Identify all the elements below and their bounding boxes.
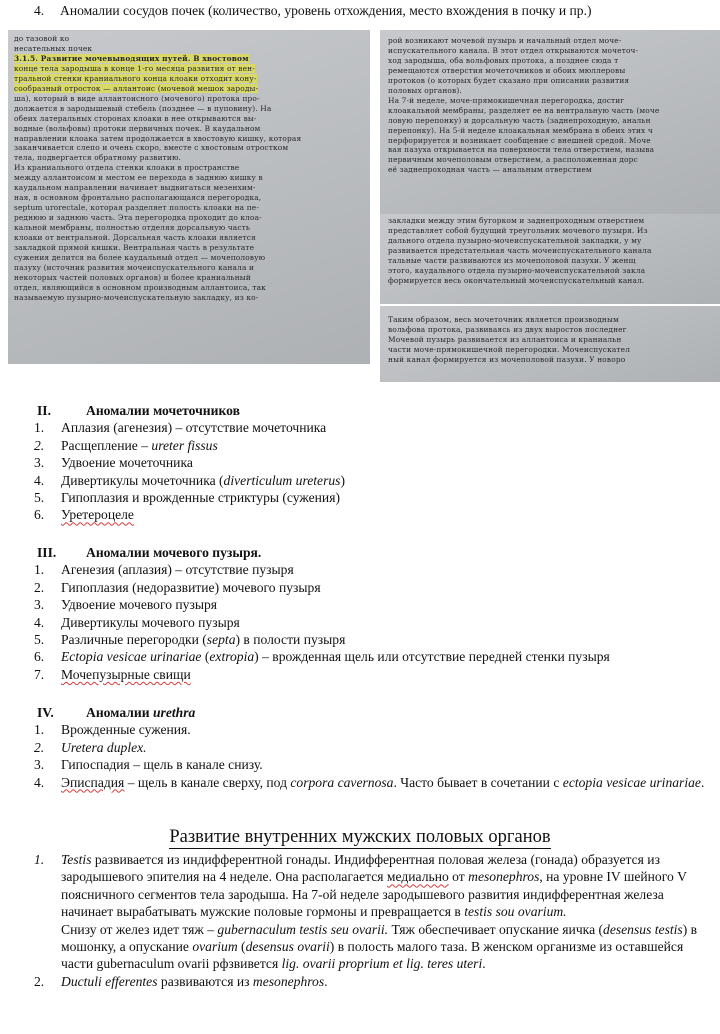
latin-term: lig. ovarii proprium et lig. teres uteri bbox=[281, 956, 483, 972]
scan-line: этого, каудального отдела пузырно-мочеиспускательной закла bbox=[388, 265, 646, 275]
scan-line: представляет собой будущий треугольник мочевого пузыря. Из bbox=[388, 225, 648, 235]
scan-line: дального отдела пузырно-мочеиспускательной закладки, у му bbox=[388, 235, 642, 245]
item-number: 4. bbox=[34, 774, 45, 790]
list-item bbox=[30, 579, 720, 596]
scan-line: до тазовой ко bbox=[14, 34, 70, 43]
scan-line-text: сообразный отросток — аллантоис (мочевой мешок зароды- bbox=[14, 83, 259, 93]
development-list bbox=[30, 851, 710, 990]
scan-line: 3.1.5. Развитие мочевыводящих путей. В хвостовом bbox=[14, 53, 249, 63]
item-text: Агенезия (аплазия) – отсутствие пузыря bbox=[61, 562, 294, 578]
scan-line bbox=[14, 64, 364, 74]
item-text: медиально bbox=[386, 869, 449, 885]
scan-heading-line bbox=[14, 54, 364, 64]
latin-term: mesonephros bbox=[468, 869, 540, 885]
item-number: 1. bbox=[34, 562, 45, 578]
scan-line: ная, в основном фронтально располагающаяся перегородка, bbox=[14, 193, 262, 203]
scan-line: вольфова протока, развиваясь из двух выростов последнег bbox=[388, 324, 627, 334]
list-item bbox=[30, 506, 720, 523]
section-title: Аномалии bbox=[86, 705, 153, 720]
item-text: ) в полость малого таза. В женском организме из оставшейся части gubernaculum ovarii рфзвивется bbox=[61, 939, 684, 972]
section-numeral: IV. bbox=[37, 705, 54, 720]
scan-line: между аллантоисом и местом ее перехода в заднюю кишку в bbox=[14, 173, 263, 183]
section-ureter-anomalies bbox=[30, 402, 720, 524]
textbook-scan-right-bottom bbox=[380, 306, 720, 382]
list-item bbox=[30, 756, 720, 773]
scan-line: первичным мочеполовым отверстием, а расположенная дорс bbox=[388, 155, 638, 165]
latin-term: gubernaculum testis seu ovarii. bbox=[217, 921, 389, 937]
anomaly-list bbox=[30, 721, 720, 791]
page-title-text: Развитие внутренних мужских половых органов bbox=[169, 827, 551, 847]
scan-line-text: тральной стенки краниального конца клоаки отходит кону- bbox=[14, 73, 257, 83]
section-heading bbox=[30, 402, 720, 419]
list-item bbox=[30, 419, 720, 436]
item-number: 5. bbox=[34, 490, 45, 506]
item-text: . bbox=[700, 774, 705, 790]
list-item bbox=[30, 454, 720, 471]
scan-line: клоаки от вентральной. Дорсальная часть клоаки является bbox=[14, 233, 256, 243]
scan-line: ный канал формируется из мочеполовой пазухи. У новоро bbox=[388, 354, 626, 364]
list-item bbox=[30, 472, 720, 489]
item-text: Врожденные сужения. bbox=[61, 722, 191, 738]
scan-line: ша), который в виде аллантоисного (мочевого) протока про- bbox=[14, 93, 260, 103]
latin-term: septa bbox=[206, 632, 236, 648]
item-text: ) в мошонку, а опускание bbox=[61, 921, 698, 955]
scan-line: половых органов). bbox=[388, 85, 462, 95]
list-item bbox=[30, 666, 720, 683]
item-text: Аплазия (агенезия) – отсутствие мочеточника bbox=[61, 420, 327, 436]
item-text: от bbox=[448, 869, 469, 885]
item-number: 4. bbox=[34, 3, 45, 18]
textbook-scan-right-middle bbox=[380, 214, 720, 304]
scan-line: Из краниального отдела стенки клоаки в пространстве bbox=[14, 163, 240, 173]
latin-term: Ectopia vesicae urinariae bbox=[61, 649, 202, 665]
item-number: 1. bbox=[34, 420, 45, 436]
latin-term: diverticulum ureterus bbox=[223, 472, 341, 488]
textbook-scan-left bbox=[8, 30, 370, 364]
scan-line: рой возникают мочевой пузырь и начальный отдел моче- bbox=[388, 36, 622, 45]
item-number: 3. bbox=[34, 597, 45, 613]
scan-line: вая пазуха открывается на поверхности тела отверстием, называ bbox=[388, 145, 655, 155]
scan-line: ход зародыша, оба вольфовых протока, а позднее сюда т bbox=[388, 55, 619, 65]
item-number: 3. bbox=[34, 757, 45, 773]
item-number: 6. bbox=[34, 649, 45, 665]
scan-line: формируется весь окончательный мочеиспускательный канал. bbox=[388, 275, 645, 285]
section-numeral: III. bbox=[37, 545, 57, 560]
item-text: Удвоение мочеточника bbox=[61, 455, 193, 471]
item-text: Уретероцеле bbox=[61, 507, 134, 523]
item-text: Расщепление – bbox=[61, 437, 152, 453]
scan-line: septum urorectale, которая разделяет полость клоаки на пе- bbox=[14, 203, 259, 213]
scan-line: части моче-прямокишечной перегородки. Мочеиспускател bbox=[388, 344, 631, 354]
item-text: – щель в канале сверху, под bbox=[124, 774, 291, 790]
scan-line: перфорируется и возникает сообщение с внешней средой. Моче bbox=[388, 135, 651, 145]
top-list-item bbox=[34, 2, 592, 19]
item-text: Аномалии сосудов почек (количество, уровень отхождения, место вхождения в почку и пр.) bbox=[60, 3, 592, 18]
scan-line: На 7-й неделе, моче-прямокишечная перегородка, достиг bbox=[388, 95, 625, 105]
item-text: ) в полости пузыря bbox=[235, 632, 346, 648]
item-number: 7. bbox=[34, 666, 45, 682]
scan-line: называемую пузырно-мочеиспускательную закладку, из ко- bbox=[14, 292, 259, 302]
item-number: 1. bbox=[34, 722, 45, 738]
latin-term: Uretera duplex. bbox=[61, 739, 147, 755]
section-title-latin: urethra bbox=[152, 705, 196, 720]
scan-line: тела, подвергается обратному развитию. bbox=[14, 153, 182, 163]
item-text: Различные перегородки ( bbox=[61, 632, 207, 648]
item-text: Удвоение мочевого пузыря bbox=[61, 597, 218, 613]
latin-term: ovarium bbox=[192, 939, 238, 955]
anomaly-list bbox=[30, 419, 720, 523]
list-item bbox=[30, 614, 720, 631]
item-text: . bbox=[324, 973, 328, 989]
scan-line: клоакальной мембраны, разделяет ее на вентральную часть (моче bbox=[388, 105, 660, 115]
textbook-scan-right-top bbox=[380, 30, 720, 214]
scan-line: закладкой прямой кишки. Вентральная часть в результате bbox=[14, 243, 255, 253]
list-item bbox=[30, 648, 720, 665]
item-text: Гипоспадия – щель в канале снизу. bbox=[61, 757, 263, 773]
scan-line bbox=[14, 74, 364, 84]
item-number: 6. bbox=[34, 507, 45, 523]
item-number: 2. bbox=[34, 739, 45, 755]
item-number: 5. bbox=[34, 632, 45, 648]
item-text: развиваются из bbox=[157, 973, 253, 989]
item-number: 2. bbox=[34, 973, 45, 989]
section-title: Аномалии мочеточников bbox=[86, 403, 240, 418]
list-item bbox=[30, 739, 720, 756]
item-number: 3. bbox=[34, 455, 45, 471]
item-text: ) – врожденная щель или отсутствие передней стенки пузыря bbox=[254, 649, 610, 665]
scan-line: отдел, являющийся в основном производным аллантоиса, так bbox=[14, 282, 266, 292]
scan-line: пазуху (источник развития мочеиспускательного канала и bbox=[14, 262, 255, 272]
list-item bbox=[30, 489, 720, 506]
item-text: Снизу от желез идет тяж – bbox=[61, 921, 218, 937]
latin-term: desensus testis bbox=[603, 921, 683, 937]
scan-line: протоков (о которых будет сказано при описании развития bbox=[388, 75, 630, 85]
scan-line bbox=[14, 84, 364, 94]
section-heading bbox=[30, 704, 720, 721]
scan-line: кальной мембраны, полностью отделяя дорсальную часть bbox=[14, 223, 251, 233]
section-urethra-anomalies bbox=[30, 704, 720, 791]
item-text: Мочепузырные свищи bbox=[61, 666, 191, 682]
scan-line: некоторых частей половых органов) и более краниальный bbox=[14, 272, 251, 282]
list-item bbox=[30, 851, 710, 973]
latin-term: desensus ovarii bbox=[245, 939, 330, 955]
item-text: , на уровне IV шейного V поясничного сегментов тела зародыша. На 7-ой неделе зародышевого развития индифферентная железа начинает вырабатывать мужские половые гормоны и превращается в bbox=[61, 869, 687, 920]
item-text: . bbox=[482, 956, 486, 972]
list-item bbox=[30, 973, 710, 990]
item-text: Гипоплазия (недоразвитие) мочевого пузыря bbox=[61, 579, 321, 595]
scan-line: несательных почек bbox=[14, 43, 93, 53]
scan-line: Таким образом, весь мочеточник является производным bbox=[388, 315, 619, 324]
list-item bbox=[30, 596, 720, 613]
scan-line: закладки между этим бугорком и заднепроходным отверстием bbox=[388, 216, 645, 225]
scan-line: её заднепроходная часть — анальным отверстием bbox=[388, 165, 592, 175]
latin-term: mesonephros bbox=[252, 973, 325, 989]
scan-line-text: конце тела зародыша в конце 1-го месяца развития от вен- bbox=[14, 63, 255, 73]
scan-line: сужения делится на более каудальный отдел — мочеполовую bbox=[14, 252, 266, 262]
latin-term: Ductuli efferentes bbox=[61, 973, 158, 989]
list-item bbox=[30, 631, 720, 648]
scan-line: обеих латеральных сторонах клоаки в нее открываются вы- bbox=[14, 113, 257, 123]
list-item bbox=[30, 721, 720, 738]
item-text: Тяж обеспечивает опускание яичка ( bbox=[388, 921, 604, 937]
item-text: Дивертикулы мочеточника ( bbox=[61, 472, 224, 488]
section-heading bbox=[30, 544, 720, 561]
item-number: 4. bbox=[34, 614, 45, 630]
item-text: ( bbox=[201, 649, 210, 665]
item-text: . Часто бывает в сочетании с bbox=[393, 774, 563, 790]
scan-line: ловую перепонку) и дорсальную часть (заднепроходную, анальн bbox=[388, 115, 651, 125]
scan-line: перепонку). На 5-й неделе клоакальная мембрана в обеих этих ч bbox=[388, 125, 653, 135]
item-text: ( bbox=[237, 939, 246, 955]
latin-term: testis sou ovarium. bbox=[464, 904, 567, 920]
paragraph bbox=[61, 921, 710, 973]
item-number: 2. bbox=[34, 579, 45, 595]
latin-term: corpora cavernosa bbox=[290, 774, 394, 790]
item-text: развивается из индифферентной гонады. Индифферентная половая железа (гонада) образуется из зародышевого эпителия на 4 неделе. Она располагается bbox=[61, 852, 660, 885]
item-number: 2. bbox=[34, 437, 45, 453]
scan-line: заканчивается слепо и очень скоро, вместе с хвостовым отростком bbox=[14, 143, 289, 153]
item-text: ) bbox=[340, 472, 345, 488]
development-section bbox=[30, 851, 710, 990]
scan-line: реднюю и заднюю часть. Эта перегородка проходит до клоа- bbox=[14, 213, 262, 223]
scan-line: Мочевой пузырь развивается из аллантоиса и краниальн bbox=[388, 334, 622, 344]
latin-term: extropia bbox=[209, 649, 255, 665]
scan-line: должается в зародышевый стебель (позднее — в пуповину). На bbox=[14, 103, 272, 113]
latin-term: Testis bbox=[61, 852, 92, 867]
item-text: Эписпадия bbox=[61, 774, 125, 790]
item-text: Дивертикулы мочевого пузыря bbox=[61, 614, 240, 630]
page-title bbox=[0, 826, 720, 848]
latin-term: ureter fissus bbox=[151, 437, 218, 453]
scan-line: испускательного канала. В этот отдел открываются мочеточ- bbox=[388, 45, 639, 55]
scan-line: направлении клоака затем продолжается в хвостовую кишку, которая bbox=[14, 133, 302, 143]
item-number: 1. bbox=[34, 852, 45, 867]
list-item bbox=[30, 437, 720, 454]
item-text: Гипоплазия и врожденные стриктуры (сужения) bbox=[61, 490, 340, 506]
scan-line: водные (вольфовы) протоки первичных почек. В каудальном bbox=[14, 123, 261, 133]
item-number: 4. bbox=[34, 472, 45, 488]
section-bladder-anomalies bbox=[30, 544, 720, 683]
scan-line: ремещаются отверстия мочеточников и обоих мюллеровы bbox=[388, 65, 626, 75]
list-item bbox=[30, 561, 720, 578]
latin-term: ectopia vesicae urinariae bbox=[562, 774, 701, 790]
scan-line: развивается предстательная часть мочеиспускательного канала bbox=[388, 245, 652, 255]
scan-line: каудальном направлении начинает выдвигаться мезенхим- bbox=[14, 183, 256, 193]
anomaly-list bbox=[30, 561, 720, 683]
section-numeral: II. bbox=[37, 403, 51, 418]
section-title: Аномалии мочевого пузыря. bbox=[86, 545, 262, 560]
scan-line: тальные части развиваются из мочеполовой пазухи. У женщ bbox=[388, 255, 636, 265]
list-item bbox=[30, 774, 720, 791]
